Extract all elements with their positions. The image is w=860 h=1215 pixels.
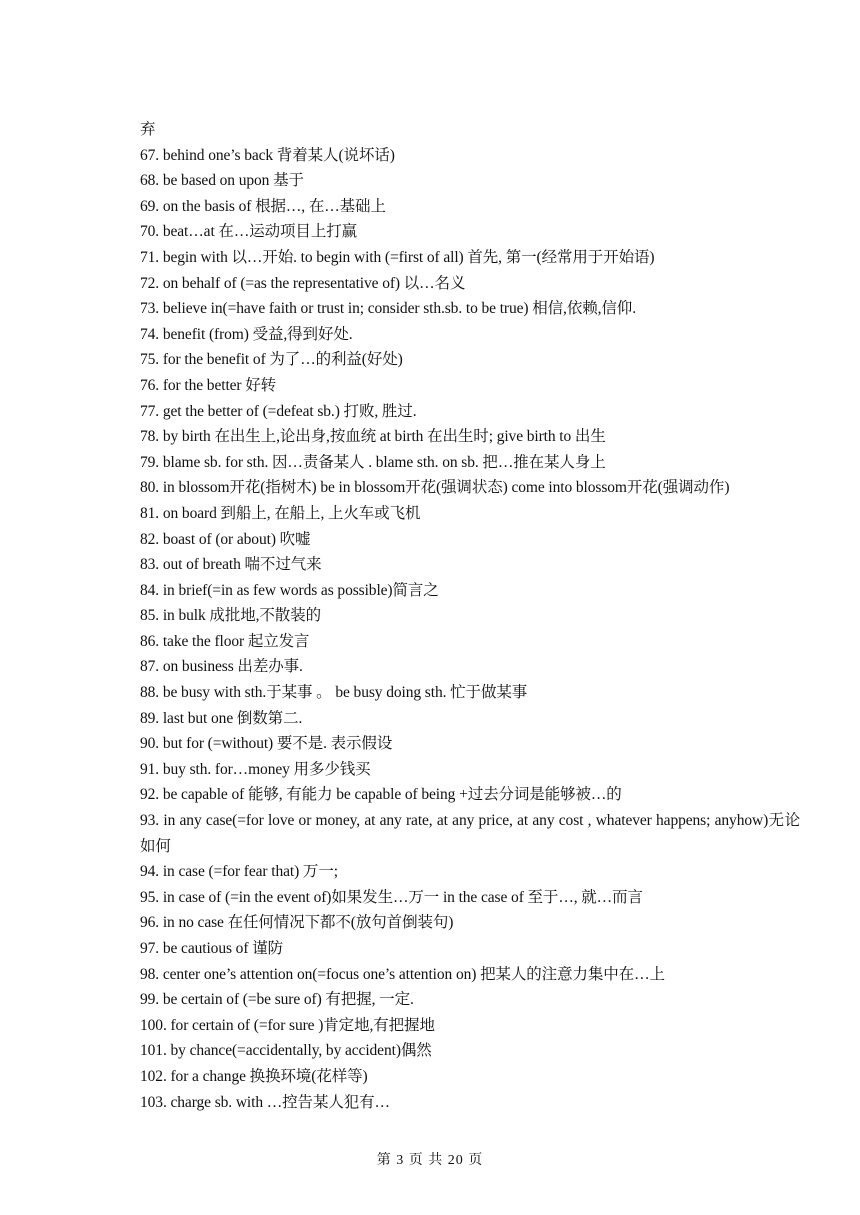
text-line: 74. benefit (from) 受益,得到好处. — [140, 325, 353, 343]
text-line: 100. for certain of (=for sure )肯定地,有把握地 — [140, 1016, 435, 1034]
text-line: 96. in no case 在任何情况下都不(放句首倒装句) — [140, 914, 454, 932]
text-line: 76. for the better 好转 — [140, 376, 277, 394]
text-line: 91. buy sth. for…money 用多少钱买 — [140, 760, 371, 778]
text-line: 103. charge sb. with …控告某人犯有… — [140, 1093, 390, 1111]
text-line: 82. boast of (or about) 吹嘘 — [140, 530, 311, 548]
text-line: 95. in case of (=in the event of)如果发生…万一 in the case of 至于…, 就…而言 — [140, 888, 643, 906]
text-line: 94. in case (=for fear that) 万一; — [140, 863, 338, 881]
text-line: 73. believe in(=have faith or trust in; consider sth.sb. to be true) 相信,依赖,信仰. — [140, 300, 636, 318]
text-line: 72. on behalf of (=as the representative of) 以…名义 — [140, 274, 466, 292]
text-line: 90. but for (=without) 要不是. 表示假设 — [140, 735, 393, 753]
text-line: 68. be based on upon 基于 — [140, 172, 304, 190]
text-line: 102. for a change 换换环境(花样等) — [140, 1067, 368, 1085]
text-line: 89. last but one 倒数第二. — [140, 709, 303, 727]
document-body — [140, 117, 800, 1115]
text-line: 81. on board 到船上, 在船上, 上火车或飞机 — [140, 504, 421, 522]
text-line: 71. begin with 以…开始. to begin with (=first of all) 首先, 第一(经常用于开始语) — [140, 248, 655, 266]
text-line: 83. out of breath 喘不过气来 — [140, 556, 322, 574]
text-line: 85. in bulk 成批地,不散装的 — [140, 607, 321, 625]
text-line: 79. blame sb. for sth. 因…责备某人 . blame sth. on sb. 把…推在某人身上 — [140, 453, 606, 471]
page-footer: 第 3 页 共 20 页 — [376, 1153, 484, 1168]
text-line: 75. for the benefit of 为了…的利益(好处) — [140, 351, 403, 369]
text-line: 93. in any case(=for love or money, at any rate, at any price, at any cost , whatever happens; anyhow)无论如何 — [140, 812, 800, 855]
text-line: 97. be cautious of 谨防 — [140, 940, 283, 957]
text-line: 99. be certain of (=be sure of) 有把握, 一定. — [140, 991, 414, 1009]
text-line: 87. on business 出差办事. — [140, 658, 303, 676]
text-line: 98. center one’s attention on(=focus one’s attention on) 把某人的注意力集中在…上 — [140, 965, 665, 983]
text-line: 101. by chance(=accidentally, by accident)偶然 — [140, 1042, 432, 1060]
text-line: 78. by birth 在出生上,论出身,按血统 at birth 在出生时; give birth to 出生 — [140, 428, 606, 446]
text-line: 92. be capable of 能够, 有能力 be capable of being +过去分词是能够被…的 — [140, 786, 622, 804]
text-line: 88. be busy with sth.于某事 。 be busy doing sth. 忙于做某事 — [140, 684, 528, 702]
text-line: 弃 — [140, 121, 156, 138]
text-line: 67. behind one’s back 背着某人(说坏话) — [140, 146, 395, 164]
text-line: 84. in brief(=in as few words as possible)简言之 — [140, 581, 439, 599]
text-line: 77. get the better of (=defeat sb.) 打败, 胜过. — [140, 402, 417, 420]
text-line: 80. in blossom开花(指树木) be in blossom开花(强调状态) come into blossom开花(强调动作) — [140, 479, 730, 497]
text-line: 70. beat…at 在…运动项目上打赢 — [140, 223, 358, 241]
text-line: 69. on the basis of 根据…, 在…基础上 — [140, 197, 386, 215]
text-line: 86. take the floor 起立发言 — [140, 632, 310, 650]
